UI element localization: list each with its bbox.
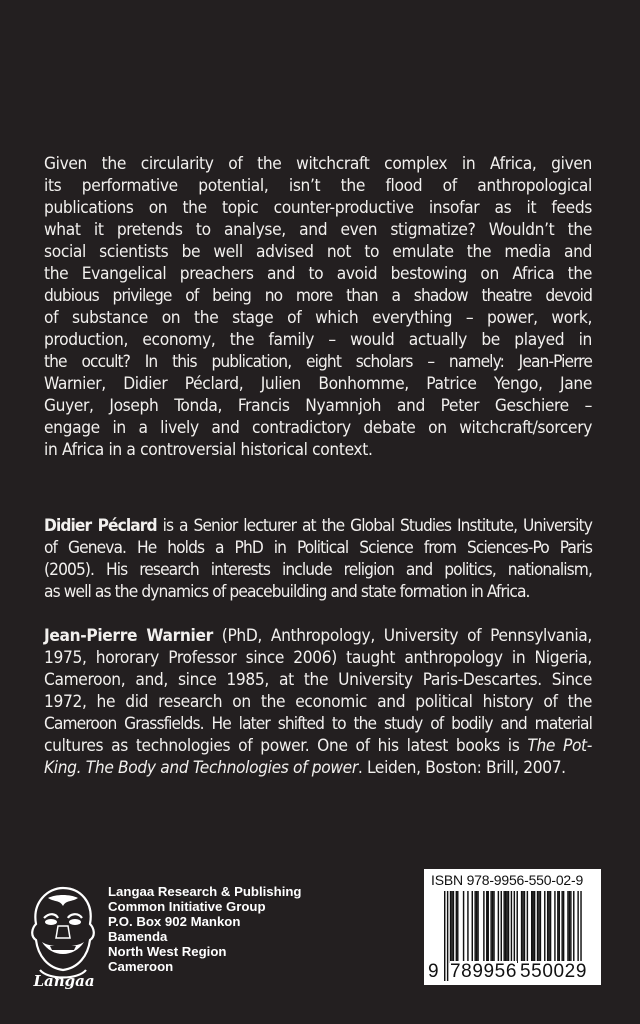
barcode-bar xyxy=(534,891,535,963)
barcode-bar xyxy=(450,891,451,963)
isbn-digit-first: 9 xyxy=(428,961,439,982)
isbn-label: ISBN 978-9956-550-02-9 xyxy=(431,872,584,888)
publisher-name: Langaa Research & Publishing xyxy=(108,884,302,899)
bio-line xyxy=(44,757,592,779)
publisher-city: Bamenda xyxy=(108,929,168,944)
barcode-bar xyxy=(503,891,504,963)
blurb-line: engage in a lively and contradictory debate on witchcraft/sorcery xyxy=(44,418,592,438)
barcode-bar xyxy=(493,891,494,963)
blurb-line: the Evangelical preachers and to avoid bestowing on Africa the xyxy=(44,264,592,284)
bio-line xyxy=(44,515,592,537)
barcode-bar xyxy=(498,891,499,963)
blurb-line: social scientists be well advised not to emulate the media and xyxy=(44,242,592,262)
bio-line: (2005). His research interests include religion and politics, nationalism, xyxy=(44,560,592,580)
bio-text: is a Senior lecturer at the Global Studies Institute, University xyxy=(156,516,592,536)
barcode-bar xyxy=(570,891,571,963)
barcode-bar xyxy=(521,891,522,963)
blurb-line: production, economy, the family – would actually be played in xyxy=(44,330,592,350)
publisher-region: North West Region xyxy=(108,944,227,959)
publisher-logo-text: Langaa xyxy=(33,972,95,990)
barcode-bar xyxy=(532,891,533,963)
barcode-bar xyxy=(538,891,539,963)
barcode-bar xyxy=(522,891,523,963)
barcode-bar xyxy=(453,891,454,963)
bio-text: cultures as technologies of power. One of his latest books is xyxy=(44,736,528,756)
publisher-country: Cameroon xyxy=(108,959,174,974)
barcode-bar xyxy=(554,891,555,963)
barcode-bar xyxy=(559,891,560,963)
bio-line: as well as the dynamics of peacebuilding and state formation in Africa. xyxy=(44,582,530,602)
barcode-bar xyxy=(490,891,491,963)
barcode-bar xyxy=(492,891,493,963)
barcode-bar xyxy=(548,891,549,963)
barcode-bar xyxy=(467,891,468,963)
barcode-bar xyxy=(506,891,507,963)
bio-text: (PhD, Anthropology, University of Pennsylvania, xyxy=(212,626,592,646)
blurb-line: dubious privilege of being no more than a shadow theatre devoid xyxy=(44,286,592,306)
publisher-po-box: P.O. Box 902 Mankon xyxy=(108,914,241,929)
barcode-bar xyxy=(540,891,541,963)
barcode-bar xyxy=(457,891,458,963)
barcode-bar xyxy=(567,891,568,963)
bio-text: . Leiden, Boston: Brill, 2007. xyxy=(357,758,566,778)
barcode-bar xyxy=(524,891,525,963)
barcode-bar xyxy=(573,891,574,963)
barcode-bar xyxy=(557,891,558,963)
blurb-line: of substance on the stage of which everything – power, work, xyxy=(44,308,592,328)
barcode-bar xyxy=(463,891,464,963)
blurb-line: in Africa in a controversial historical context. xyxy=(44,440,373,460)
barcode-bar xyxy=(476,891,477,963)
barcode-bar xyxy=(537,891,538,963)
barcode-bar xyxy=(561,891,562,963)
publisher-address xyxy=(108,884,301,974)
blurb-line: publications on the topic counter-productive insofar as it feeds xyxy=(44,198,592,218)
barcode-bar xyxy=(547,891,548,963)
isbn-barcode xyxy=(424,869,601,985)
barcode-bar xyxy=(477,891,478,963)
isbn-digits xyxy=(424,961,601,983)
barcode-bar xyxy=(483,891,484,963)
blurb-line: Warnier, Didier Péclard, Julien Bonhomme, Patrice Yengo, Jane xyxy=(44,374,592,394)
author-name: Didier Péclard xyxy=(44,516,157,536)
barcode-bar xyxy=(472,891,473,963)
barcode-bar xyxy=(505,891,506,963)
blurb-line: the occult? In this publication, eight scholars – namely: Jean-Pierre xyxy=(44,352,592,372)
book-title: The Pot- xyxy=(527,736,592,756)
barcode-bar xyxy=(508,891,509,963)
barcode-bar xyxy=(517,891,518,963)
isbn-digit-group2: 550029 xyxy=(520,961,588,982)
barcode-bar xyxy=(486,891,487,963)
barcode-bar xyxy=(474,891,475,963)
barcode-bar xyxy=(451,891,452,963)
publisher-block xyxy=(22,884,342,1014)
bio-line: Cameroon Grassfields. He later shifted to the study of bodily and material xyxy=(44,714,592,734)
bio-line xyxy=(44,625,592,647)
barcode-bar xyxy=(544,891,545,963)
author-name: Jean-Pierre Warnier xyxy=(44,626,213,646)
barcode-bar xyxy=(527,891,528,963)
book-title: King. The Body and Technologies of power xyxy=(44,758,358,778)
blurb-line: Guyer, Joseph Tonda, Francis Nyamnjoh and Peter Geschiere – xyxy=(44,396,592,416)
barcode-bar xyxy=(563,891,564,963)
publisher-group: Common Initiative Group xyxy=(108,899,266,914)
bio-line: Cameroon, and, since 1985, at the University Paris-Descartes. Since xyxy=(44,670,592,690)
barcode-bar xyxy=(531,891,532,963)
blurb-paragraph xyxy=(44,153,592,461)
isbn-digit-group1: 789956 xyxy=(450,961,518,982)
barcode-bar xyxy=(550,891,551,963)
bio-line xyxy=(44,735,592,757)
barcode-bar xyxy=(501,891,502,963)
barcode-bar xyxy=(569,891,570,963)
barcode-bar xyxy=(488,891,489,963)
author-bio-peclard xyxy=(44,515,592,603)
author-bio-warnier xyxy=(44,625,592,779)
blurb-line: Given the circularity of the witchcraft complex in Africa, given xyxy=(44,154,592,174)
bio-line: of Geneva. He holds a PhD in Political Science from Sciences-Po Paris xyxy=(44,538,592,558)
blurb-line: what it pretends to analyse, and even stigmatize? Wouldn’t the xyxy=(44,220,592,240)
blurb-line: its performative potential, isn’t the flood of anthropological xyxy=(44,176,592,196)
bio-line: 1975, hororary Professor since 2006) taught anthropology in Nigeria, xyxy=(44,648,592,668)
barcode-bar xyxy=(456,891,457,963)
bio-line: 1972, he did research on the economic and political history of the xyxy=(44,692,592,712)
